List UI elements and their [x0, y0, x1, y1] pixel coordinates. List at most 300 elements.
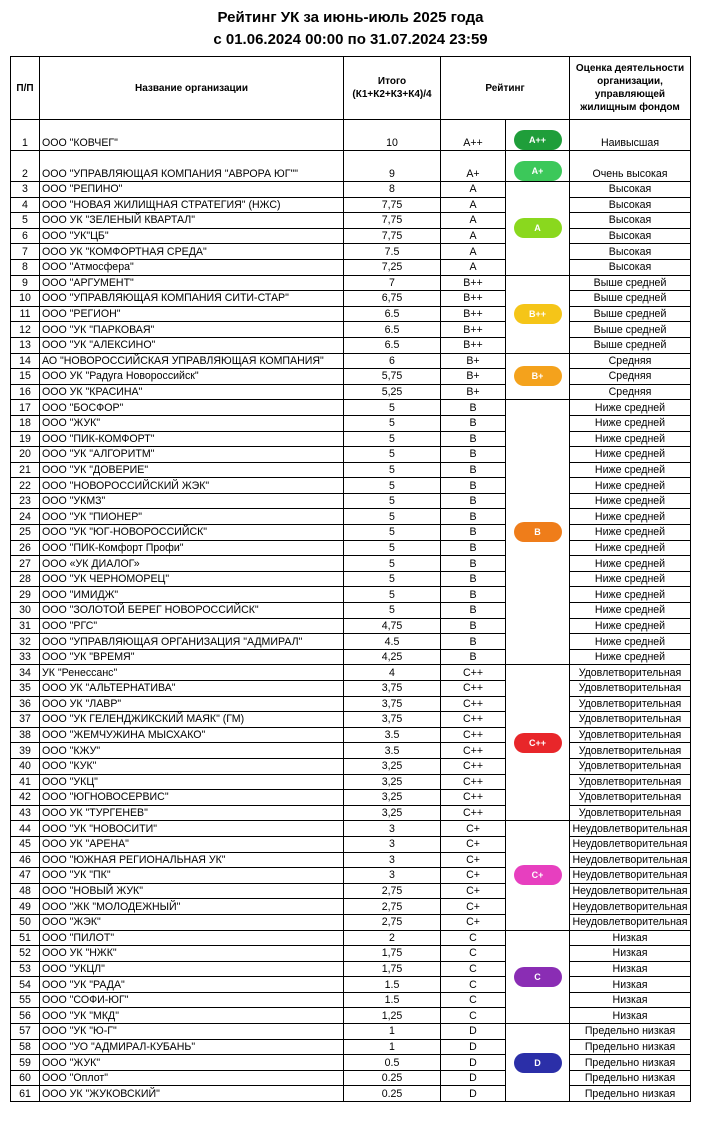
row-number: 59 — [11, 1055, 40, 1071]
total-score: 5 — [344, 415, 441, 431]
evaluation-text: Неудовлетворительная — [570, 868, 691, 884]
total-score: 0.5 — [344, 1055, 441, 1071]
rating-value: D — [441, 1055, 506, 1071]
evaluation-text: Ниже средней — [570, 540, 691, 556]
evaluation-text: Удовлетворительная — [570, 774, 691, 790]
table-row — [11, 478, 691, 494]
table-row — [11, 322, 691, 338]
evaluation-text: Неудовлетворительная — [570, 821, 691, 837]
rating-badge-cell — [506, 353, 570, 400]
table-row — [11, 525, 691, 541]
table-row — [11, 540, 691, 556]
rating-value: C — [441, 1008, 506, 1024]
row-number: 2 — [11, 151, 40, 182]
evaluation-text: Низкая — [570, 946, 691, 962]
table-row — [11, 384, 691, 400]
rating-value: C++ — [441, 696, 506, 712]
row-number: 42 — [11, 790, 40, 806]
evaluation-text: Ниже средней — [570, 571, 691, 587]
evaluation-text: Предельно низкая — [570, 1086, 691, 1102]
total-score: 3 — [344, 836, 441, 852]
table-row — [11, 369, 691, 385]
organization-name: ООО "ЮЖНАЯ РЕГИОНАЛЬНАЯ УК" — [40, 852, 344, 868]
total-score: 9 — [344, 151, 441, 182]
evaluation-text: Ниже средней — [570, 415, 691, 431]
evaluation-text: Удовлетворительная — [570, 712, 691, 728]
row-number: 35 — [11, 681, 40, 697]
organization-name: ООО УК "НЖК" — [40, 946, 344, 962]
rating-value: B — [441, 587, 506, 603]
table-row — [11, 914, 691, 930]
rating-value: B+ — [441, 384, 506, 400]
organization-name: ООО "УК ГЕЛЕНДЖИКСКИЙ МАЯК" (ГМ) — [40, 712, 344, 728]
evaluation-text: Удовлетворительная — [570, 758, 691, 774]
rating-value: C — [441, 992, 506, 1008]
evaluation-text: Выше средней — [570, 337, 691, 353]
rating-value: B+ — [441, 353, 506, 369]
organization-name: ООО "УК "Ю-Г" — [40, 1024, 344, 1040]
organization-name: УК "Ренессанс" — [40, 665, 344, 681]
header-name: Название организации — [40, 57, 344, 120]
total-score: 6.5 — [344, 337, 441, 353]
row-number: 57 — [11, 1024, 40, 1040]
rating-value: D — [441, 1024, 506, 1040]
organization-name: ООО "УКЦЛ" — [40, 961, 344, 977]
evaluation-text: Низкая — [570, 930, 691, 946]
organization-name: ООО УК "ЗЕЛЕНЫЙ КВАРТАЛ" — [40, 213, 344, 229]
organization-name: ООО "КУК" — [40, 758, 344, 774]
rating-value: D — [441, 1039, 506, 1055]
total-score: 5 — [344, 571, 441, 587]
rating-value: A — [441, 213, 506, 229]
total-score: 3 — [344, 868, 441, 884]
total-score: 5 — [344, 400, 441, 416]
row-number: 45 — [11, 836, 40, 852]
rating-value: C++ — [441, 727, 506, 743]
organization-name: ООО "КОВЧЕГ" — [40, 120, 344, 151]
rating-value: A++ — [441, 120, 506, 151]
rating-value: B — [441, 603, 506, 619]
table-row — [11, 1055, 691, 1071]
organization-name: ООО "НОВЫЙ ЖУК" — [40, 883, 344, 899]
table-row — [11, 182, 691, 198]
row-number: 31 — [11, 618, 40, 634]
evaluation-text: Низкая — [570, 961, 691, 977]
organization-name: ООО "ПИК-Комфорт Профи" — [40, 540, 344, 556]
evaluation-text: Наивысшая — [570, 120, 691, 151]
total-score: 3,25 — [344, 790, 441, 806]
organization-name: ООО "УК "ПИОНЕР" — [40, 509, 344, 525]
organization-name: ООО "КЖУ" — [40, 743, 344, 759]
table-row — [11, 992, 691, 1008]
row-number: 37 — [11, 712, 40, 728]
evaluation-text: Средняя — [570, 384, 691, 400]
total-score: 5 — [344, 556, 441, 572]
total-score: 7,75 — [344, 197, 441, 213]
evaluation-text: Высокая — [570, 197, 691, 213]
organization-name: ООО "РГС" — [40, 618, 344, 634]
total-score: 1,75 — [344, 946, 441, 962]
row-number: 61 — [11, 1086, 40, 1102]
evaluation-text: Высокая — [570, 213, 691, 229]
organization-name: ООО "ЖЕМЧУЖИНА МЫСХАКО" — [40, 727, 344, 743]
table-row — [11, 353, 691, 369]
table-row — [11, 774, 691, 790]
rating-badge-cell — [506, 400, 570, 665]
row-number: 5 — [11, 213, 40, 229]
evaluation-text: Удовлетворительная — [570, 727, 691, 743]
rating-value: B — [441, 571, 506, 587]
rating-value: B — [441, 618, 506, 634]
row-number: 4 — [11, 197, 40, 213]
table-row — [11, 743, 691, 759]
rating-badge-cell — [506, 120, 570, 151]
total-score: 1.5 — [344, 977, 441, 993]
row-number: 17 — [11, 400, 40, 416]
total-score: 5 — [344, 525, 441, 541]
table-row — [11, 213, 691, 229]
table-row — [11, 665, 691, 681]
row-number: 46 — [11, 852, 40, 868]
rating-value: A — [441, 228, 506, 244]
row-number: 49 — [11, 899, 40, 915]
table-row — [11, 821, 691, 837]
row-number: 43 — [11, 805, 40, 821]
rating-badge-cell — [506, 930, 570, 1024]
total-score: 5,25 — [344, 384, 441, 400]
total-score: 5 — [344, 462, 441, 478]
total-score: 5 — [344, 603, 441, 619]
total-score: 4,75 — [344, 618, 441, 634]
total-score: 5 — [344, 509, 441, 525]
evaluation-text: Средняя — [570, 369, 691, 385]
row-number: 44 — [11, 821, 40, 837]
row-number: 30 — [11, 603, 40, 619]
evaluation-text: Выше средней — [570, 322, 691, 338]
header-rating: Рейтинг — [441, 57, 570, 120]
rating-value: C++ — [441, 681, 506, 697]
table-row — [11, 649, 691, 665]
organization-name: ООО "УО "АДМИРАЛ-КУБАНЬ" — [40, 1039, 344, 1055]
table-row — [11, 712, 691, 728]
organization-name: ООО "УК "АЛГОРИТМ" — [40, 447, 344, 463]
evaluation-text: Ниже средней — [570, 587, 691, 603]
rating-badge-cell — [506, 275, 570, 353]
rating-value: B — [441, 525, 506, 541]
row-number: 24 — [11, 509, 40, 525]
rating-value: C+ — [441, 883, 506, 899]
organization-name: ООО УК "АЛЬТЕРНАТИВА" — [40, 681, 344, 697]
total-score: 1 — [344, 1039, 441, 1055]
table-row — [11, 244, 691, 260]
total-score: 0.25 — [344, 1070, 441, 1086]
organization-name: ООО "УК "НОВОСИТИ" — [40, 821, 344, 837]
total-score: 6.5 — [344, 306, 441, 322]
total-score: 3,25 — [344, 758, 441, 774]
row-number: 52 — [11, 946, 40, 962]
evaluation-text: Низкая — [570, 977, 691, 993]
table-row — [11, 681, 691, 697]
total-score: 3.5 — [344, 727, 441, 743]
rating-value: B — [441, 634, 506, 650]
organization-name: ООО "УК "МКД" — [40, 1008, 344, 1024]
row-number: 51 — [11, 930, 40, 946]
organization-name: ООО УК "КОМФОРТНАЯ СРЕДА" — [40, 244, 344, 260]
rating-value: B — [441, 540, 506, 556]
table-row — [11, 852, 691, 868]
table-body — [11, 120, 691, 1102]
rating-badge-cell — [506, 151, 570, 182]
rating-badge: B+ — [514, 366, 562, 386]
total-score: 4.5 — [344, 634, 441, 650]
organization-name: ООО "НОВОРОССИЙСКИЙ ЖЭК" — [40, 478, 344, 494]
rating-value: C++ — [441, 790, 506, 806]
evaluation-text: Неудовлетворительная — [570, 852, 691, 868]
table-row — [11, 696, 691, 712]
total-score: 4 — [344, 665, 441, 681]
evaluation-text: Удовлетворительная — [570, 681, 691, 697]
rating-value: C+ — [441, 836, 506, 852]
rating-value: A — [441, 244, 506, 260]
table-row — [11, 836, 691, 852]
row-number: 3 — [11, 182, 40, 198]
total-score: 5 — [344, 540, 441, 556]
evaluation-text: Неудовлетворительная — [570, 836, 691, 852]
rating-value: A — [441, 182, 506, 198]
total-score: 1.5 — [344, 992, 441, 1008]
rating-value: C++ — [441, 805, 506, 821]
total-score: 3.5 — [344, 743, 441, 759]
table-row — [11, 883, 691, 899]
organization-name: ООО УК "Радуга Новороссийск" — [40, 369, 344, 385]
total-score: 3,25 — [344, 805, 441, 821]
row-number: 9 — [11, 275, 40, 291]
organization-name: ООО "РЕПИНО" — [40, 182, 344, 198]
table-row — [11, 571, 691, 587]
rating-badge: B++ — [514, 304, 562, 324]
rating-value: D — [441, 1086, 506, 1102]
rating-value: B+ — [441, 369, 506, 385]
rating-value: B++ — [441, 337, 506, 353]
table-row — [11, 899, 691, 915]
row-number: 36 — [11, 696, 40, 712]
row-number: 6 — [11, 228, 40, 244]
page-title: Рейтинг УК за июнь-июль 2025 года — [217, 9, 484, 26]
organization-name: ООО "УПРАВЛЯЮЩАЯ КОМПАНИЯ "АВРОРА ЮГ"" — [40, 151, 344, 182]
total-score: 7,75 — [344, 228, 441, 244]
row-number: 18 — [11, 415, 40, 431]
rating-value: B — [441, 462, 506, 478]
header-evaluation: Оценка деятельности организации, управляющей жилищным фондом — [570, 57, 691, 120]
table-row — [11, 946, 691, 962]
evaluation-text: Ниже средней — [570, 478, 691, 494]
evaluation-text: Ниже средней — [570, 400, 691, 416]
rating-table — [10, 56, 691, 1102]
total-score: 6 — [344, 353, 441, 369]
row-number: 50 — [11, 914, 40, 930]
rating-value: B — [441, 431, 506, 447]
row-number: 27 — [11, 556, 40, 572]
evaluation-text: Удовлетворительная — [570, 696, 691, 712]
evaluation-text: Ниже средней — [570, 447, 691, 463]
organization-name: ООО "ИМИДЖ" — [40, 587, 344, 603]
organization-name: ООО "УПРАВЛЯЮЩАЯ ОРГАНИЗАЦИЯ "АДМИРАЛ" — [40, 634, 344, 650]
rating-value: B — [441, 509, 506, 525]
evaluation-text: Предельно низкая — [570, 1024, 691, 1040]
table-row — [11, 447, 691, 463]
organization-name: ООО "ЗОЛОТОЙ БЕРЕГ НОВОРОССИЙСК" — [40, 603, 344, 619]
organization-name: ООО "УК "РАДА" — [40, 977, 344, 993]
rating-value: D — [441, 1070, 506, 1086]
row-number: 53 — [11, 961, 40, 977]
evaluation-text: Высокая — [570, 259, 691, 275]
organization-name: ООО УК "АРЕНА" — [40, 836, 344, 852]
total-score: 8 — [344, 182, 441, 198]
total-score: 5,75 — [344, 369, 441, 385]
organization-name: ООО "СОФИ-ЮГ" — [40, 992, 344, 1008]
rating-value: C++ — [441, 774, 506, 790]
rating-badge-cell — [506, 182, 570, 276]
organization-name: ООО "УКЦ" — [40, 774, 344, 790]
evaluation-text: Ниже средней — [570, 649, 691, 665]
row-number: 16 — [11, 384, 40, 400]
table-row — [11, 120, 691, 151]
page-subtitle: с 01.06.2024 00:00 по 31.07.2024 23:59 — [213, 31, 488, 48]
table-row — [11, 868, 691, 884]
row-number: 12 — [11, 322, 40, 338]
total-score: 2,75 — [344, 883, 441, 899]
evaluation-text: Низкая — [570, 1008, 691, 1024]
rating-value: B++ — [441, 291, 506, 307]
table-row — [11, 727, 691, 743]
row-number: 54 — [11, 977, 40, 993]
total-score: 6.5 — [344, 322, 441, 338]
table-row — [11, 977, 691, 993]
rating-value: C++ — [441, 758, 506, 774]
total-score: 1 — [344, 1024, 441, 1040]
table-row — [11, 291, 691, 307]
organization-name: ООО УК "ЛАВР" — [40, 696, 344, 712]
total-score: 3 — [344, 821, 441, 837]
evaluation-text: Удовлетворительная — [570, 743, 691, 759]
organization-name: ООО "ЖК "МОЛОДЕЖНЫЙ" — [40, 899, 344, 915]
rating-value: C++ — [441, 665, 506, 681]
total-score: 6,75 — [344, 291, 441, 307]
evaluation-text: Низкая — [570, 992, 691, 1008]
row-number: 15 — [11, 369, 40, 385]
rating-value: C+ — [441, 852, 506, 868]
row-number: 40 — [11, 758, 40, 774]
organization-name: ООО "АРГУМЕНТ" — [40, 275, 344, 291]
table-row — [11, 228, 691, 244]
table-row — [11, 1024, 691, 1040]
evaluation-text: Предельно низкая — [570, 1070, 691, 1086]
organization-name: ООО "НОВАЯ ЖИЛИЩНАЯ СТРАТЕГИЯ" (НЖС) — [40, 197, 344, 213]
rating-value: B++ — [441, 322, 506, 338]
evaluation-text: Неудовлетворительная — [570, 883, 691, 899]
organization-name: ООО "ЮГНОВОСЕРВИС" — [40, 790, 344, 806]
organization-name: ООО "УК "ДОВЕРИЕ" — [40, 462, 344, 478]
table-row — [11, 1070, 691, 1086]
rating-value: B++ — [441, 306, 506, 322]
table-row — [11, 197, 691, 213]
total-score: 3,25 — [344, 774, 441, 790]
total-score: 2,75 — [344, 914, 441, 930]
rating-value: C++ — [441, 743, 506, 759]
rating-value: C — [441, 930, 506, 946]
row-number: 1 — [11, 120, 40, 151]
table-row — [11, 151, 691, 182]
row-number: 58 — [11, 1039, 40, 1055]
table-row — [11, 493, 691, 509]
evaluation-text: Выше средней — [570, 275, 691, 291]
evaluation-text: Ниже средней — [570, 462, 691, 478]
evaluation-text: Ниже средней — [570, 493, 691, 509]
total-score: 4,25 — [344, 649, 441, 665]
table-row — [11, 400, 691, 416]
total-score: 2,75 — [344, 899, 441, 915]
total-score: 1,75 — [344, 961, 441, 977]
organization-name: ООО "ЖУК" — [40, 415, 344, 431]
row-number: 10 — [11, 291, 40, 307]
organization-name: ООО "УК "ВРЕМЯ" — [40, 649, 344, 665]
organization-name: АО "НОВОРОССИЙСКАЯ УПРАВЛЯЮЩАЯ КОМПАНИЯ" — [40, 353, 344, 369]
evaluation-text: Высокая — [570, 182, 691, 198]
rating-badge-cell — [506, 821, 570, 930]
total-score: 7 — [344, 275, 441, 291]
rating-value: C+ — [441, 899, 506, 915]
table-row — [11, 790, 691, 806]
rating-badge: C — [514, 967, 562, 987]
total-score: 7,75 — [344, 213, 441, 229]
evaluation-text: Ниже средней — [570, 431, 691, 447]
row-number: 60 — [11, 1070, 40, 1086]
table-row — [11, 1008, 691, 1024]
rating-value: C — [441, 946, 506, 962]
organization-name: ООО "УК "ПК" — [40, 868, 344, 884]
rating-value: C++ — [441, 712, 506, 728]
rating-value: A — [441, 197, 506, 213]
evaluation-text: Ниже средней — [570, 618, 691, 634]
organization-name: ООО «УК ДИАЛОГ» — [40, 556, 344, 572]
evaluation-text: Ниже средней — [570, 634, 691, 650]
rating-value: A — [441, 259, 506, 275]
rating-badge: C++ — [514, 733, 562, 753]
organization-name: ООО "БОСФОР" — [40, 400, 344, 416]
row-number: 56 — [11, 1008, 40, 1024]
evaluation-text: Ниже средней — [570, 509, 691, 525]
total-score: 5 — [344, 447, 441, 463]
organization-name: ООО "ЖЭК" — [40, 914, 344, 930]
row-number: 38 — [11, 727, 40, 743]
organization-name: ООО "Оплот" — [40, 1070, 344, 1086]
evaluation-text: Ниже средней — [570, 603, 691, 619]
organization-name: ООО "УК "АЛЕКСИНО" — [40, 337, 344, 353]
header-num: П/П — [11, 57, 40, 120]
organization-name: ООО "УК"ЦБ" — [40, 228, 344, 244]
rating-value: C+ — [441, 821, 506, 837]
table-header-row — [11, 57, 691, 120]
total-score: 1,25 — [344, 1008, 441, 1024]
table-row — [11, 618, 691, 634]
evaluation-text: Средняя — [570, 353, 691, 369]
total-score: 5 — [344, 587, 441, 603]
table-row — [11, 337, 691, 353]
organization-name: ООО "УК "ЮГ-НОВОРОССИЙСК" — [40, 525, 344, 541]
evaluation-text: Удовлетворительная — [570, 790, 691, 806]
evaluation-text: Удовлетворительная — [570, 665, 691, 681]
rating-badge-cell — [506, 665, 570, 821]
